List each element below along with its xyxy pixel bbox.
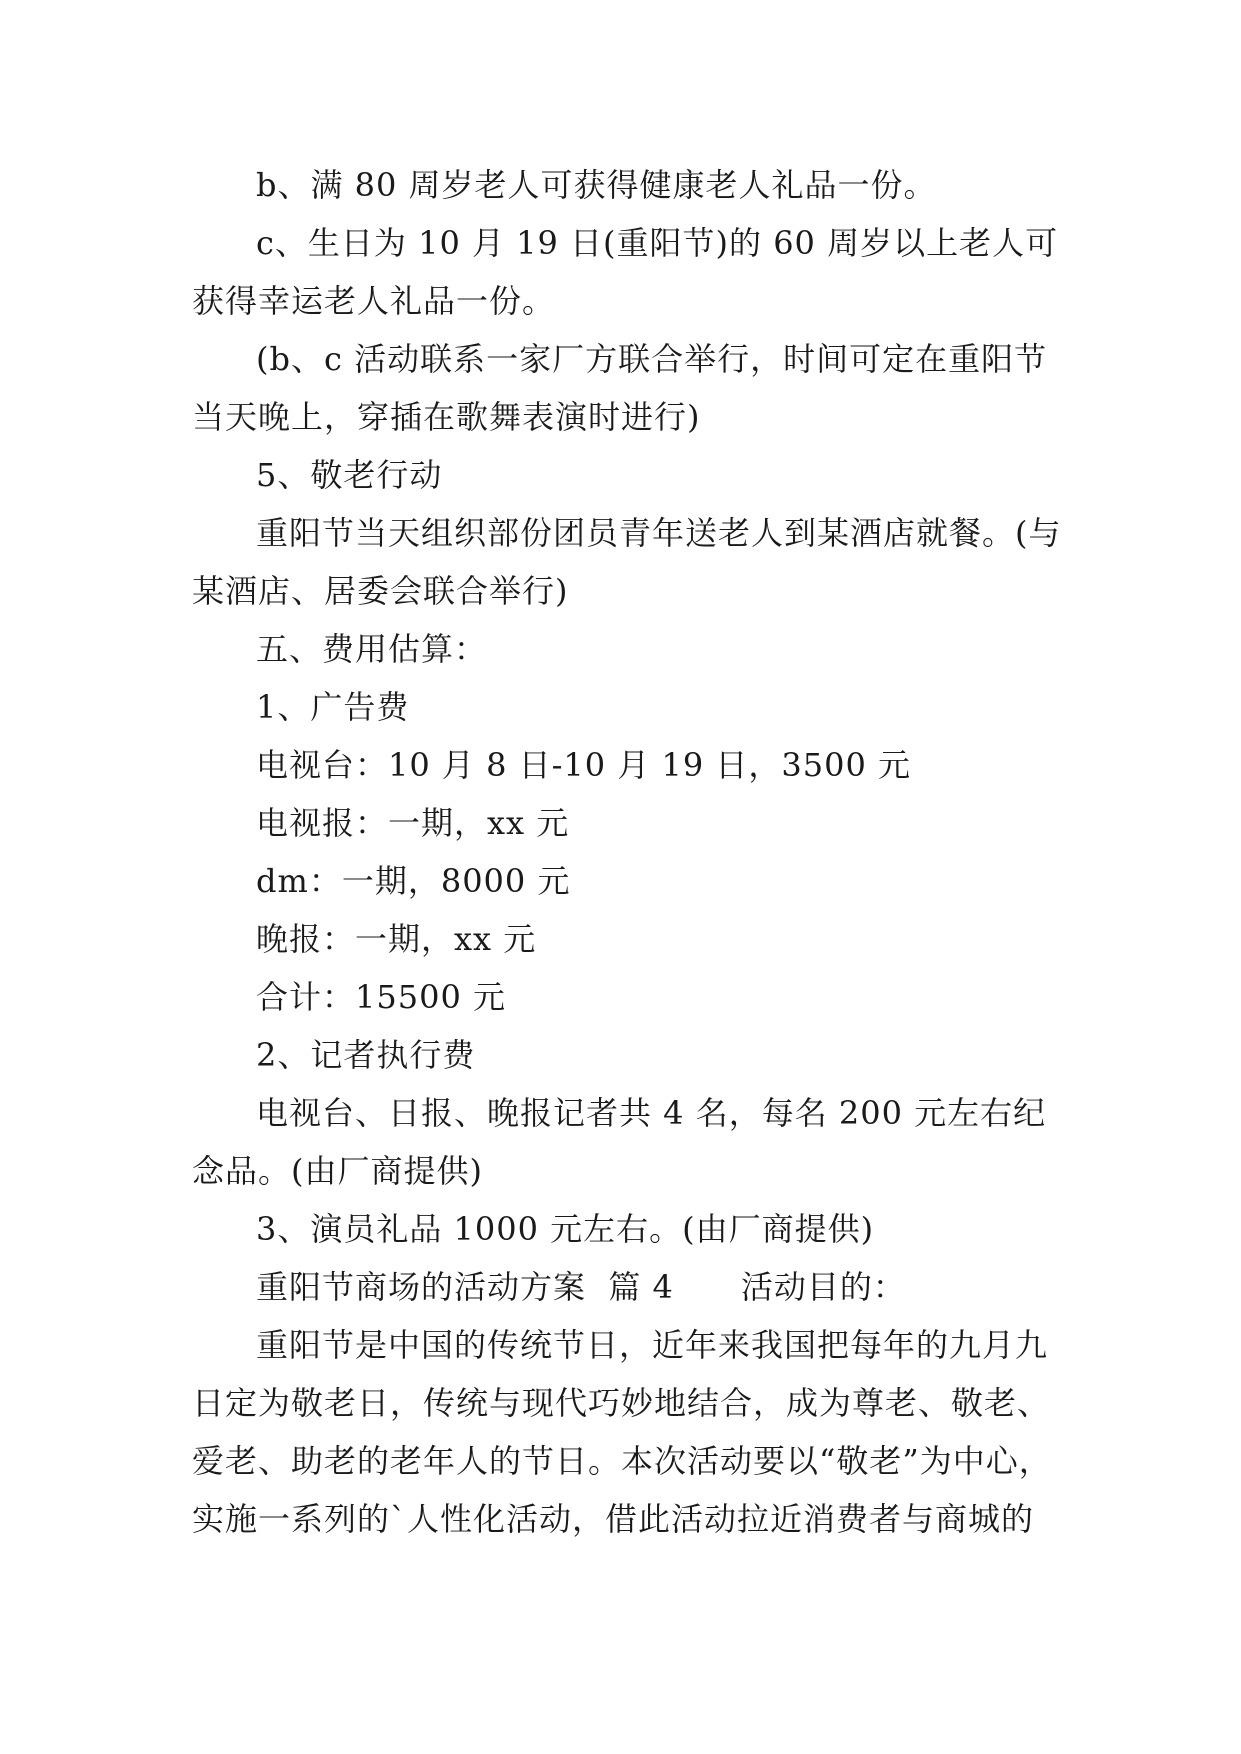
- paragraph-reporter-fee: 电视台、日报、晚报记者共 4 名，每名 200 元左右纪念品。(由厂商提供): [192, 1094, 1047, 1190]
- line-tv-paper: 电视报：一期，xx 元: [256, 804, 570, 842]
- line-evening-paper: 晚报：一期，xx 元: [256, 920, 537, 958]
- heading-ad-fee: 1、广告费: [256, 688, 410, 726]
- paragraph-gift-80: b、满 80 周岁老人可获得健康老人礼品一份。: [256, 166, 937, 204]
- heading-reporter-fee: 2、记者执行费: [256, 1036, 476, 1074]
- heading-respect-action: 5、敬老行动: [256, 456, 443, 494]
- paragraph-respect-action: 重阳节当天组织部份团员青年送老人到某酒店就餐。(与某酒店、居委会联合举行): [192, 514, 1062, 610]
- line-total: 合计：15500 元: [256, 978, 506, 1016]
- paragraph-purpose: 重阳节是中国的传统节日，近年来我国把每年的九月九日定为敬老日，传统与现代巧妙地结合，成为尊老、敬老、爱老、助老的老年人的节日。本次活动要以“敬老”为中心，实施一系列的`人性化活动，借此活动拉近消费者与商城的: [192, 1326, 1052, 1538]
- heading-cost-estimate: 五、费用估算：: [256, 630, 488, 668]
- line-performer-gift: 3、演员礼品 1000 元左右。(由厂商提供): [256, 1210, 875, 1248]
- line-dm: dm：一期，8000 元: [256, 862, 571, 900]
- heading-plan-4: 重阳节商场的活动方案 篇 4 活动目的：: [256, 1268, 906, 1306]
- line-tv-station: 电视台：10 月 8 日-10 月 19 日，3500 元: [256, 746, 911, 784]
- paragraph-note-bc: (b、c 活动联系一家厂方联合举行，时间可定在重阳节当天晚上，穿插在歌舞表演时进行): [192, 340, 1048, 436]
- document-body: [192, 156, 1064, 1548]
- paragraph-gift-birthday: c、生日为 10 月 19 日(重阳节)的 60 周岁以上老人可获得幸运老人礼品一份。: [192, 224, 1059, 320]
